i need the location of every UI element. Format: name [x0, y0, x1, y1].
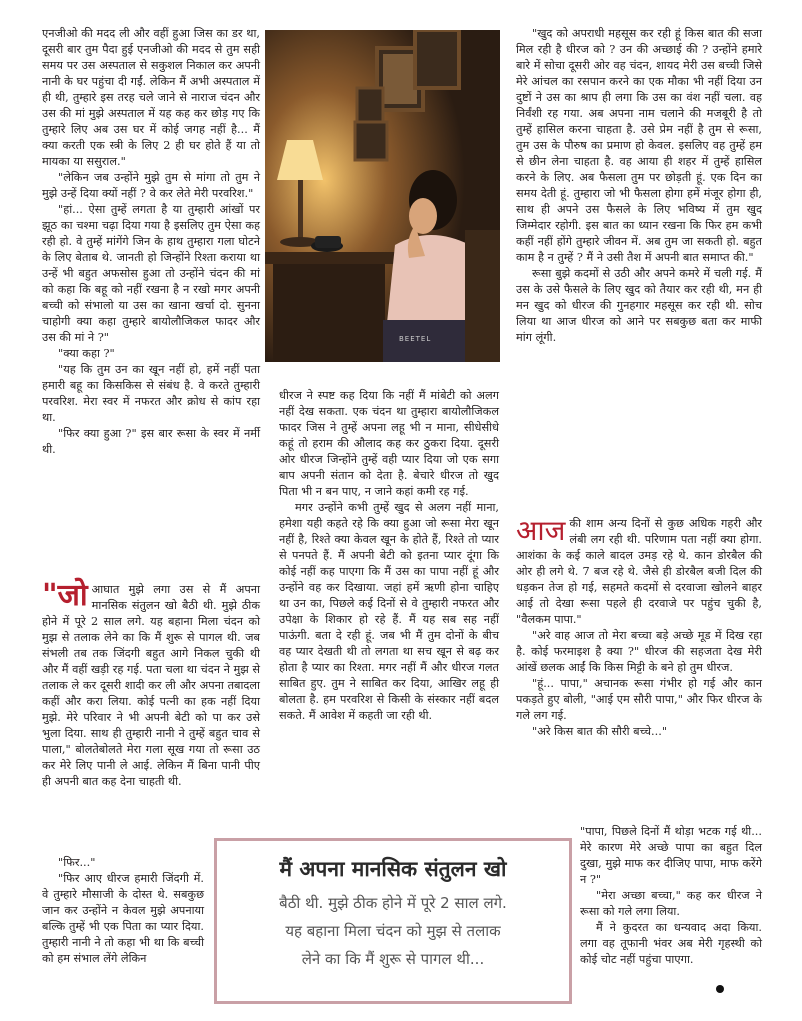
col3-paragraph-1: "खुद को अपराधी महसूस कर रही हूं किस बात की सजा मिल रही है धीरज को ? उन की अच्छाई की ? उन्होंने हमारे बारे में सोचा दूसरी ओर वह चंदन, शायद मेरी उस बच्ची जिसे मेरे आंचल का रसपान करने का एक मौका भी नहीं दिया उन दुष्टों ने उस का श्राप ही लगा कि उस का वंश नहीं चला. वह निर्वंशी रह गया. अब अपना नाम चलाने की मजबूरी है तो तुम्हें हासिल करना चाहता है. उसे प्रेम नहीं है तुम से रूसा, तुम उस के पौरुष का प्रमाण हो केवल. इसलिए वह तुम्हें हम से छीन लेना चाहता है. वह आया ही शहर में तुम्हें हासिल करने के लिए. अब फैसला तुम पर छोड़ती हूं. एक दिन का समय देती हूं. तुम्हारा जो भी फैसला होगा हमें मंजूर होगा ही, साथ ही अपने उस फैसले के लिए भविष्य में तुम खुद जिम्मेदार रहोगी. इस बात का ध्यान रखना कि फिर हम कभी कहीं नहीं होंगे तुम्हारे जीवन में. अब तुम जा सकती हो. बहुत काम है न तुम्हें ? मैं ने उसी तैश में अपनी बात समाप्त की.": [516, 27, 762, 264]
column-3-top: [516, 26, 762, 346]
end-of-story-bullet: [716, 985, 724, 993]
drop-cap-aaj: आज: [516, 514, 566, 547]
column-2: [279, 388, 499, 724]
col2-paragraph-2: मगर उन्होंने कभी तुम्हें खुद से अलग नहीं माना, हमेशा यही कहते रहे कि क्या हुआ जो रूसा मेरा खून नहीं है, रिश्ते क्या केवल खून के होते हैं, रिश्ते तो प्यार से पनपते हैं. मैं अपनी बेटी को इतना प्यार दूंगा कि कोई नहीं कह पाएगा कि मैं उस का पापा नहीं हूं और उन्होंने वह कर दिखाया. जहां हमें ऋणी होना चाहिए था उन का, पिछले कई दिनों से वे तुम्हारी नफरत और उपेक्षा के शिकार हो रहे हैं. मैं यह सब सह नहीं पाऊंगी. बता दे रही हूं. जब भी मैं तुम दोनों के बीच वह प्यार देखती थी तो लगता था सच खून से बढ़ कर होता है प्यार का रिश्ता. मगर नहीं मैं और धीरज गलत साबित हुए. तुम ने साबित कर दिया, आखिर लहू ही बोलता है. हम परवरिश से किसी के संस्कार नहीं बदल सकते. मैं आवेश में कहती जा रही थी.: [279, 501, 499, 722]
col1-paragraph-1: एनजीओ की मदद ली और वहीं हुआ जिस का डर था, दूसरी बार तुम पैदा हुई एनजीओ की मदद से तुम सही समय पर उस अस्पताल से सकुशल निकाल कर अपनी नानी के घर पहुंचा दी गईं. लेकिन मैं अभी अस्पताल में ही थी, तुम्हारे इस तरह चले जाने से नाराज चंदन और उस की मां मुझे अस्पताल में यह कह कर छोड़ गए कि तुम्हारे लिए अब उस घर में कोई जगह नहीं है... मैं क्या करती एक स्त्री के लिए 2 ही घर होते हैं या तो मायका या ससुराल.": [42, 27, 260, 168]
col1-paragraph-4: "क्या कहा ?": [58, 347, 115, 360]
col3-paragraph-3: [516, 516, 762, 628]
column-1-bottom: [42, 578, 260, 790]
col1-paragraph-2: "लेकिन जब उन्होंने मुझे तुम से मांगा तो तुम ने मुझे उन्हें दिया क्यों नहीं ? वे कर लेते मेरी परवरिश.": [42, 171, 260, 200]
pull-quote-line-1: बैठी थी. मुझे ठीक होने में पूरे 2 साल लगे.: [279, 894, 507, 912]
phone-brand-label: BEETEL: [399, 335, 432, 343]
col1-paragraph-5: "यह कि तुम उन का खून नहीं हो, हमें नहीं पता हमारी बहू का किसकिस से संबंध है. वे करते तुम्हारी परवरिश. मेरा स्वर में नफरत और क्रोध से कांप रहा था.: [42, 363, 260, 424]
col1-paragraph-7-text: आघात मुझे लगा उस से मैं अपना मानसिक संतुलन खो बैठी थी. मुझे ठीक होने में पूरे 2 साल लगे. यह बहाना मिला चंदन को मुझ से तलाक लेने का कि मैं शुरू से पागल थी. जब संभली तब तक जिंदगी बहुत आगे निकल चुकी थी और मैं वहीं खड़ी रह गई. पता चला था चंदन ने मुझ से तलाक ले कर दूसरी शादी कर ली और अपना तबादला कहीं और करा लिया. कोई पत्नी का हक नहीं दिया मुझे. मेरे परिवार ने भी अपनी बेटी को पा कर उसे भुला दिया. साथ ही तुम्हारी नानी ने तुम्हें बहुत चाव से पाला," बोलतेबोलते मेरा गला सूख गया तो रूसा उठ कर मेरे लिए पानी ले आई. लेकिन मैं बिना पानी पीए ही अपनी बात कह देना चाहती थी.: [42, 583, 260, 788]
col1-paragraph-9: "फिर आए धीरज हमारी जिंदगी में. वे तुम्हारे मौसाजी के दोस्त थे. सबकुछ जान कर उन्होंने न केवल मुझे अपनाया बल्कि तुम्हें भी एक पिता का प्यार दिया. तुम्हारी नानी ने तो कहा भी था कि बच्ची को हम संभाल लेंगे लेकिन: [42, 872, 204, 965]
col3-paragraph-8: "मेरा अच्छा बच्चा," कह कर धीरज ने रूसा को गले लगा लिया.: [580, 889, 762, 918]
col3-paragraph-3-text: की शाम अन्य दिनों से कुछ अधिक गहरी और लंबी लग रही थी. परिणाम पता नहीं क्या होगा. आशंका के कई काले बादल उमड़ रहे थे. कान डोरबैल की ओर ही लगे थे. 7 बज रहे थे. जैसे ही डोरबैल बजी दिल की धड़कन तेज हो गई, सहमते कदमों से दरवाजा खोलने बाहर आई तो देखा रूसा पहले ही दरवाजे पर पहुंच चुकी है, "वैलकम पापा.": [516, 517, 762, 626]
col3-paragraph-5: "हूं... पापा," अचानक रूसा गंभीर हो गई और कान पकड़ते हुए बोली, "आई एम सौरी पापा," और फिर धीरज के गले लग गई.: [516, 677, 762, 722]
col3-paragraph-4: "अरे वाह आज तो मेरा बच्चा बड़े अच्छे मूड में दिख रहा है. कोई फरमाइश है क्या ?" धीरज की सहजता देख मेरी आंखें छलक आईं कि किस मिट्टी के बने हो तुम धीरज.: [516, 629, 762, 674]
col1-paragraph-6: "फिर क्या हुआ ?" इस बार रूसा के स्वर में नर्मी थी.: [42, 427, 260, 456]
col2-paragraph-1: धीरज ने स्पष्ट कह दिया कि नहीं मैं मांबेटी को अलग नहीं देख सकता. एक चंदन था तुम्हारा बायोलौजिकल फादर जिस ने तुम्हें अपना लहू भी न माना, सीधेसीधे कहूं तो हराम की औलाद कह कर ठुकरा दिया. दूसरी ओर धीरज जिन्होंने तुम्हें वही प्यार दिया जो एक सगा बाप अपनी संतान को देता है. बेचारे धीरज तो खुद पिता भी न बन पाए, न जाने कहां कमी रह गई.: [279, 389, 499, 498]
column-3-bottom: [516, 516, 762, 740]
story-photo: [265, 30, 500, 362]
column-1-tail: [42, 855, 204, 967]
col1-paragraph-8: "फिर...": [58, 856, 96, 869]
column-1-top: [42, 26, 260, 458]
pull-quote-title: मैं अपना मानसिक संतुलन खो: [279, 857, 507, 881]
pull-quote-box: [214, 838, 572, 1004]
pull-quote-line-2: यह बहाना मिला चंदन को मुझ से तलाक: [285, 922, 501, 940]
col3-paragraph-9: मैं ने कुदरत का धन्यवाद अदा किया. लगा वह तूफानी भंवर अब मेरी गृहस्थी को कोई चोट नहीं पहुंचा पाएगा.: [580, 921, 762, 966]
pull-quote-line-3: लेने का कि मैं शुरू से पागल थी...: [301, 950, 485, 968]
woman-on-phone-illustration: [265, 30, 500, 362]
col3-paragraph-7: "पापा, पिछले दिनों मैं थोड़ा भटक गई थी... मेरे कारण मेरे अच्छे पापा का बहुत दिल दुखा, मुझे माफ कर दीजिए पापा, माफ करेंगे न ?": [580, 825, 762, 886]
column-3-tail: [580, 824, 762, 968]
col3-paragraph-6: "अरे किस बात की सौरी बच्चे...": [532, 725, 668, 738]
pull-quote-body: [217, 889, 569, 973]
col3-paragraph-2: रूसा बुझे कदमों से उठी और अपने कमरे में चली गई. मैं उस के उसे फैसले के लिए खुद को तैयार कर रही थी, मन ही मन खुद को धीरज की गुनहगार महसूस कर रही थी. सोच लिया था आज धीरज को आने पर सबकुछ बता कर माफी मांग लूंगी.: [516, 267, 762, 344]
col1-paragraph-3: "हां... ऐसा तुम्हें लगता है या तुम्हारी आंखों पर झूठ का चश्मा चढ़ा दिया गया है इसलिए तुम ऐसा कह रही हो. वे तुम्हें मांगेंगे जिन के हाथ तुम्हारा गला घोटने के लिए बेताब थे. जानती हो जिन्होंने रिश्ता कराया था उन्हें भी बहुत अफसोस हुआ तो उन्होंने चंदन की मां को कहा कि बहू को नहीं रखना है न रखो मगर अपनी बच्ची को संभालो या उस का खाना खर्चा दो. सुनना चाहोगी क्या कहा तुम्हारे बायोलौजिकल फादर और उस की मां ने ?": [42, 203, 260, 344]
col1-paragraph-7: [42, 578, 260, 790]
drop-cap-quote: "जो: [42, 578, 88, 613]
